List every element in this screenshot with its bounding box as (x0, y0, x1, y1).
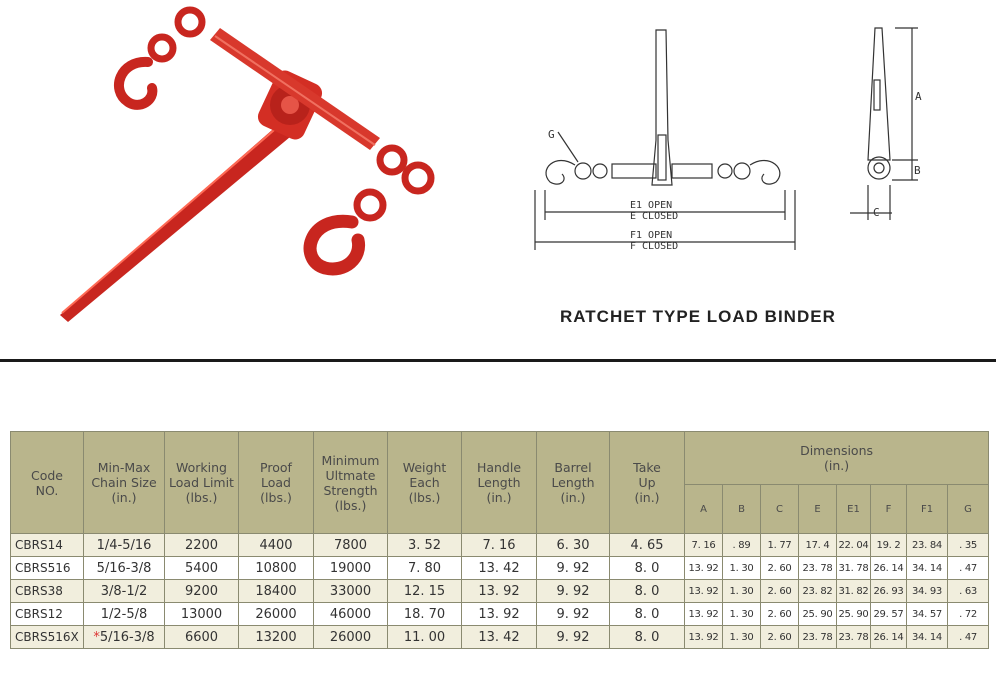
table-cell: 8. 0 (610, 603, 685, 626)
code-cell: CBRS516X (11, 626, 84, 649)
column-header-line: Min-Max (97, 460, 151, 475)
table-cell: 9. 92 (537, 626, 610, 649)
dimension-cell: . 63 (948, 580, 989, 603)
dimension-cell: 2. 60 (761, 603, 799, 626)
spec-table (10, 431, 989, 649)
table-body (11, 534, 989, 649)
label-f-closed: F CLOSED (630, 241, 679, 252)
table-cell: 13200 (239, 626, 314, 649)
table-row (11, 580, 989, 603)
table-cell: 33000 (314, 580, 388, 603)
column-header-line: Barrel (554, 460, 592, 475)
dimension-cell: 13. 92 (685, 603, 723, 626)
code-cell: CBRS12 (11, 603, 84, 626)
column-header-line: Length (477, 475, 521, 490)
table-cell: 5400 (165, 557, 239, 580)
code-cell: CBRS38 (11, 580, 84, 603)
dimension-cell: 13. 92 (685, 557, 723, 580)
dimension-column-header: C (761, 485, 799, 534)
dimensions-header (685, 432, 989, 485)
dimension-cell: . 35 (948, 534, 989, 557)
column-header (11, 432, 84, 534)
dimension-column-header: B (723, 485, 761, 534)
column-header-line: (lbs.) (334, 497, 367, 513)
column-header-line: (lbs.) (185, 490, 218, 505)
dimension-column-header: E1 (837, 485, 871, 534)
dimension-cell: . 89 (723, 534, 761, 557)
page-title: RATCHET TYPE LOAD BINDER (560, 307, 836, 326)
dimension-cell: 2. 60 (761, 626, 799, 649)
table-cell: 9. 92 (537, 580, 610, 603)
column-header-line: (in.) (111, 490, 137, 505)
table-cell: 4. 65 (610, 534, 685, 557)
column-header (388, 432, 462, 534)
dimension-cell: . 47 (948, 626, 989, 649)
table-row (11, 626, 989, 649)
dimension-cell: 2. 60 (761, 580, 799, 603)
table-cell: 7800 (314, 534, 388, 557)
code-cell: CBRS14 (11, 534, 84, 557)
dimension-cell: 23. 82 (799, 580, 837, 603)
column-header-line: Take (633, 460, 661, 475)
table-row (11, 603, 989, 626)
dimensions-title: Dimensions (800, 443, 874, 458)
column-header (610, 432, 685, 534)
dimension-cell: . 47 (948, 557, 989, 580)
dimension-cell: 25. 90 (799, 603, 837, 626)
dimension-cell: 13. 92 (685, 580, 723, 603)
table-cell: 4400 (239, 534, 314, 557)
table-row (11, 557, 989, 580)
load-binder-photo (40, 0, 460, 335)
column-header-line: NO. (35, 482, 59, 498)
column-header-line: Length (551, 475, 595, 490)
dimension-cell: 26. 93 (871, 580, 907, 603)
table-cell: 7. 80 (388, 557, 462, 580)
table-cell: 5/16-3/8 (84, 557, 165, 580)
table-cell: *5/16-3/8 (84, 626, 165, 649)
dimension-cell: 31. 82 (837, 580, 871, 603)
column-header-line: Each (409, 475, 440, 490)
dimension-column-header: F1 (907, 485, 948, 534)
column-header-line: Proof (260, 460, 292, 475)
column-header (84, 432, 165, 534)
dimension-cell: 34. 93 (907, 580, 948, 603)
dimension-cell: 34. 14 (907, 557, 948, 580)
dimension-cell: 23. 78 (837, 626, 871, 649)
table-cell: 9200 (165, 580, 239, 603)
table-cell: 10800 (239, 557, 314, 580)
table-cell: 8. 0 (610, 580, 685, 603)
table-cell: 13. 92 (462, 603, 537, 626)
table-cell: 1/2-5/8 (84, 603, 165, 626)
column-header (239, 432, 314, 534)
table-cell: 8. 0 (610, 557, 685, 580)
dimension-column-header: G (948, 485, 989, 534)
divider (0, 359, 996, 362)
header-row (11, 432, 989, 485)
table-cell: 18. 70 (388, 603, 462, 626)
dimension-cell: 26. 14 (871, 557, 907, 580)
column-header-line: Code (30, 467, 63, 483)
table-cell: 9. 92 (537, 557, 610, 580)
dimension-diagram (520, 20, 960, 260)
column-header-line: (lbs.) (408, 490, 441, 505)
code-cell: CBRS516 (11, 557, 84, 580)
dimension-cell: 1. 30 (723, 580, 761, 603)
dimensions-unit: (in.) (823, 458, 850, 473)
table-cell: 2200 (165, 534, 239, 557)
table-cell: 13. 92 (462, 580, 537, 603)
table-cell: 1/4-5/16 (84, 534, 165, 557)
dimension-cell: 7. 16 (685, 534, 723, 557)
label-b: B (914, 164, 921, 177)
column-header-line: (lbs.) (260, 490, 292, 505)
label-e1-open: E1 OPEN (630, 200, 673, 211)
table-cell: 11. 00 (388, 626, 462, 649)
column-header (314, 432, 388, 534)
dimension-cell: . 72 (948, 603, 989, 626)
table-cell: 18400 (239, 580, 314, 603)
dimension-cell: 1. 30 (723, 603, 761, 626)
column-header (537, 432, 610, 534)
dimension-column-header: E (799, 485, 837, 534)
column-header-line: Handle (476, 460, 522, 475)
column-header-line: (in.) (634, 490, 660, 505)
table-cell: 3/8-1/2 (84, 580, 165, 603)
dimension-cell: 2. 60 (761, 557, 799, 580)
dimension-cell: 1. 77 (761, 534, 799, 557)
dimension-column-header: F (871, 485, 907, 534)
label-a: A (915, 90, 922, 103)
dimension-cell: 13. 92 (685, 626, 723, 649)
label-c: C (873, 206, 880, 219)
dimension-cell: 22. 04 (837, 534, 871, 557)
table-cell: 26000 (239, 603, 314, 626)
star-mark: * (93, 629, 100, 645)
dimension-column-header: A (685, 485, 723, 534)
dimension-cell: 23. 84 (907, 534, 948, 557)
column-header-line: (in.) (560, 490, 586, 505)
dimension-cell: 23. 78 (799, 626, 837, 649)
table-cell: 13000 (165, 603, 239, 626)
table-cell: 6. 30 (537, 534, 610, 557)
table-cell: 13. 42 (462, 557, 537, 580)
column-header-line: Working (176, 460, 227, 475)
table-cell: 8. 0 (610, 626, 685, 649)
table-row (11, 534, 989, 557)
column-header-line: Ultmate (325, 467, 376, 483)
column-header (462, 432, 537, 534)
label-e-closed: E CLOSED (630, 211, 679, 222)
column-header-line: Load (261, 475, 291, 490)
table-cell: 7. 16 (462, 534, 537, 557)
column-header (165, 432, 239, 534)
dimension-cell: 31. 78 (837, 557, 871, 580)
dimension-cell: 23. 78 (799, 557, 837, 580)
dimension-cell: 34. 57 (907, 603, 948, 626)
dimension-cell: 1. 30 (723, 626, 761, 649)
dimension-cell: 25. 90 (837, 603, 871, 626)
dimension-cell: 29. 57 (871, 603, 907, 626)
dimension-cell: 34. 14 (907, 626, 948, 649)
table-cell: 12. 15 (388, 580, 462, 603)
table-cell: 13. 42 (462, 626, 537, 649)
dimension-cell: 1. 30 (723, 557, 761, 580)
dimension-cell: 26. 14 (871, 626, 907, 649)
dimension-cell: 19. 2 (871, 534, 907, 557)
table-cell: 3. 52 (388, 534, 462, 557)
column-header-line: Up (638, 475, 656, 490)
column-header-line: Weight (402, 460, 447, 475)
column-header-line: Strength (323, 482, 378, 498)
table-cell: 9. 92 (537, 603, 610, 626)
column-header-line: Minimum (321, 452, 380, 468)
table-cell: 46000 (314, 603, 388, 626)
table-cell: 19000 (314, 557, 388, 580)
label-f1-open: F1 OPEN (630, 230, 673, 241)
column-header-line: Chain Size (91, 475, 157, 490)
column-header-line: Load Limit (169, 475, 234, 490)
label-g: G (548, 128, 555, 141)
dimension-cell: 17. 4 (799, 534, 837, 557)
table-cell: 6600 (165, 626, 239, 649)
column-header-line: (in.) (486, 490, 512, 505)
table-cell: 26000 (314, 626, 388, 649)
